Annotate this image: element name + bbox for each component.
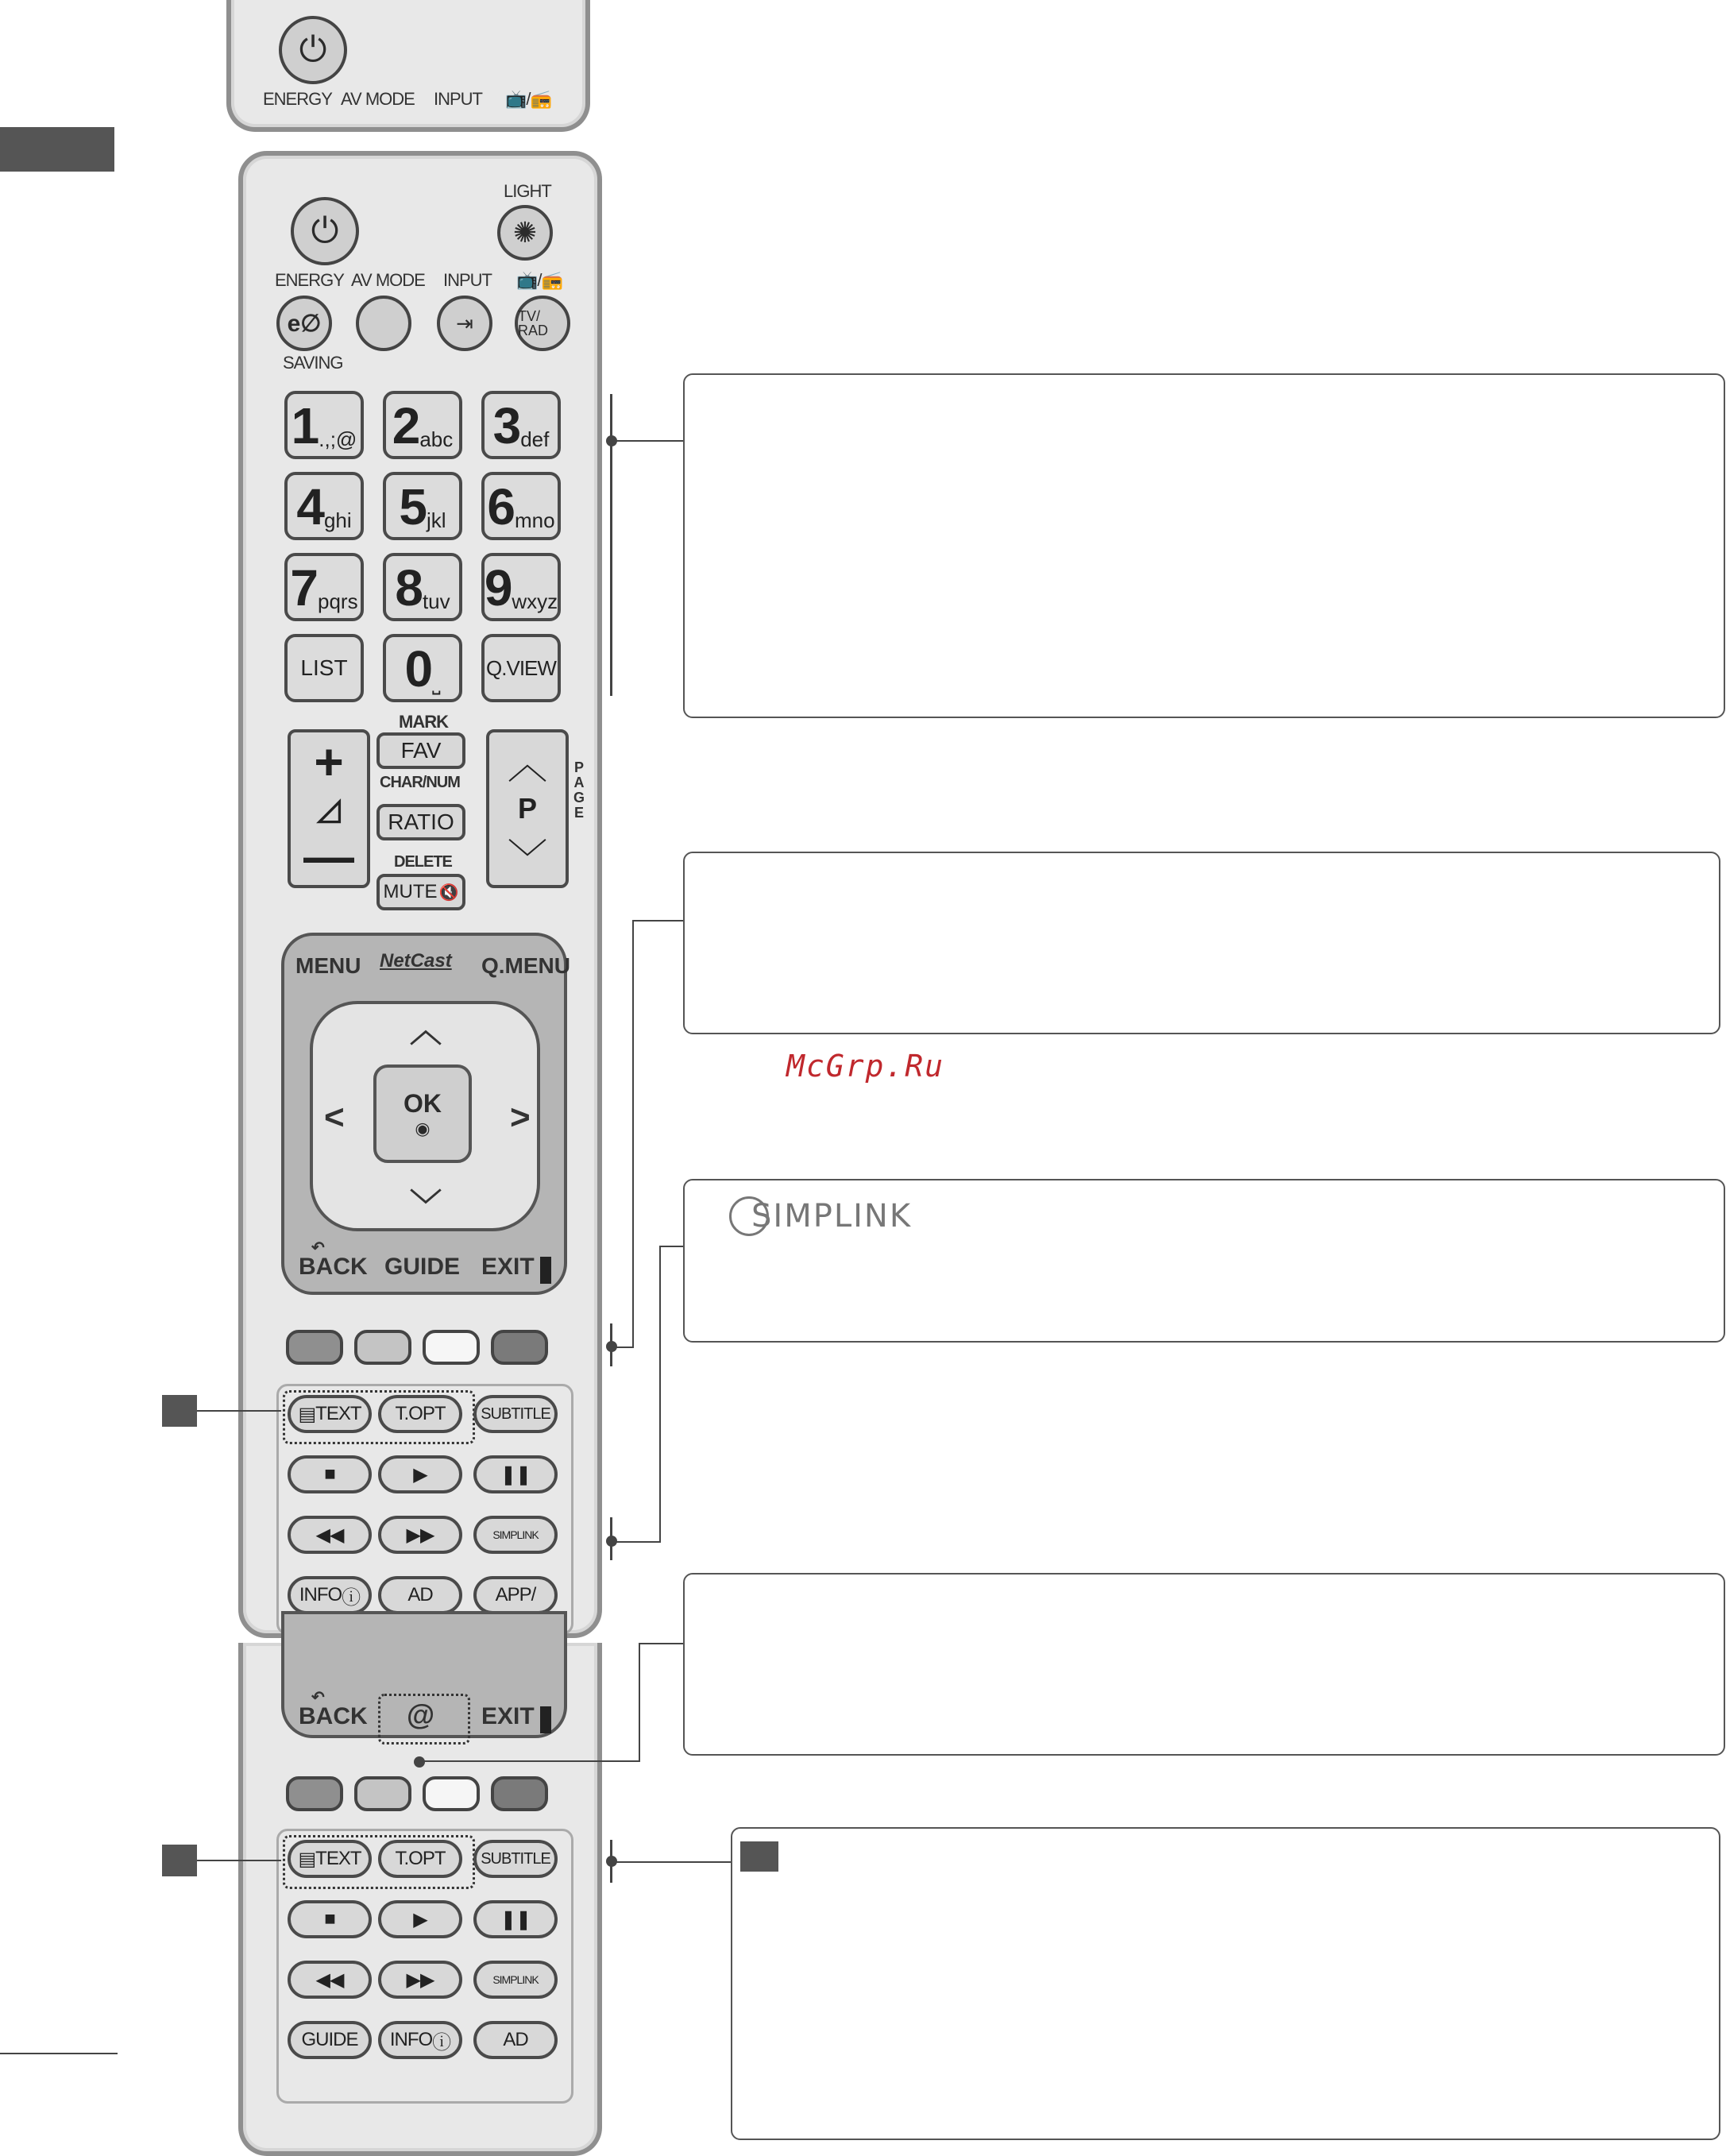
- lower-subtitle-button[interactable]: SUBTITLE: [473, 1840, 558, 1878]
- tv-radio-icon-upper: 📺/📻: [505, 89, 551, 109]
- dpad-left-icon[interactable]: <: [324, 1098, 345, 1137]
- green-key[interactable]: [354, 1330, 411, 1365]
- back-button[interactable]: BACK: [299, 1254, 368, 1280]
- callout-box-4: [683, 1573, 1725, 1756]
- lower-pause-button[interactable]: ❚❚: [473, 1900, 558, 1938]
- channel-rocker[interactable]: ︿ P ﹀: [486, 729, 569, 888]
- number-key-8[interactable]: 8 tuv: [383, 553, 462, 621]
- av-mode-label-upper: AV MODE: [341, 89, 415, 109]
- callout-5-marker: [740, 1841, 778, 1872]
- ok-dot-icon: ◉: [415, 1118, 431, 1138]
- watermark: McGrp.Ru: [786, 1049, 945, 1084]
- netcast-button[interactable]: NetCast: [380, 950, 452, 972]
- mark-label: MARK: [399, 712, 448, 732]
- back-icon: ↶: [311, 1239, 325, 1257]
- av-mode-label: AV MODE: [351, 270, 425, 290]
- delete-label: DELETE: [394, 853, 452, 871]
- volume-level-icon: ◿: [317, 793, 341, 826]
- lower-back-button[interactable]: BACK: [299, 1703, 368, 1729]
- lower-t-opt-button[interactable]: T.OPT: [378, 1840, 462, 1878]
- info-button[interactable]: INFO ⓘ: [288, 1576, 372, 1614]
- at-button[interactable]: @: [407, 1698, 435, 1731]
- lower-fast-forward-button[interactable]: ▶▶: [378, 1961, 462, 1999]
- number-key-5[interactable]: 5 jkl: [383, 472, 462, 540]
- energy-label: ENERGY: [275, 270, 344, 290]
- channel-down-icon: ﹀: [508, 837, 547, 881]
- lower-red-key[interactable]: [286, 1776, 343, 1811]
- light-button[interactable]: ✺: [497, 205, 553, 261]
- lower-text-button[interactable]: ▤ TEXT: [288, 1840, 372, 1878]
- app-button[interactable]: APP/: [473, 1576, 558, 1614]
- volume-rocker[interactable]: [288, 729, 370, 888]
- energy-label-upper: ENERGY: [263, 89, 332, 109]
- leader-vertical-4: [639, 1643, 640, 1762]
- leader-horizontal-4b: [419, 1760, 640, 1762]
- number-key-2[interactable]: 2 abc: [383, 391, 462, 459]
- text-button[interactable]: ▤ TEXT: [288, 1395, 372, 1433]
- lower-blue-key[interactable]: [491, 1776, 548, 1811]
- leader-tick-5: [610, 1840, 612, 1883]
- lower-simplink-button[interactable]: SIMPLINK: [473, 1961, 558, 1999]
- t-opt-button[interactable]: T.OPT: [378, 1395, 462, 1433]
- leader-horizontal-3a: [659, 1246, 683, 1247]
- energy-saving-button[interactable]: e∅: [276, 296, 332, 351]
- menu-button[interactable]: MENU: [295, 953, 361, 978]
- lower-rewind-button[interactable]: ◀◀: [288, 1961, 372, 1999]
- blue-key[interactable]: [491, 1330, 548, 1365]
- fast-forward-button[interactable]: ▶▶: [378, 1516, 462, 1554]
- leader-vertical-2: [632, 920, 634, 1347]
- power-button[interactable]: ⏻: [291, 197, 359, 265]
- mute-icon: 🔇: [438, 883, 459, 902]
- number-key-1[interactable]: 1 .,;@: [284, 391, 364, 459]
- number-key-6[interactable]: 6 mno: [481, 472, 561, 540]
- list-button[interactable]: LIST: [284, 634, 364, 702]
- lower-back-icon: ↶: [311, 1689, 325, 1706]
- info-icon: ⓘ: [342, 1586, 361, 1609]
- leader-tick-3: [610, 1517, 612, 1560]
- char-num-label: CHAR/NUM: [380, 774, 460, 791]
- lower-stop-button[interactable]: ■: [288, 1900, 372, 1938]
- lower-teletext-icon: ▤: [298, 1848, 316, 1870]
- dpad-down-icon[interactable]: ﹀: [410, 1188, 442, 1223]
- callout-box-simplink: [683, 1179, 1725, 1343]
- leader-horizontal-4a: [639, 1643, 683, 1644]
- leader-text-top: [197, 1410, 281, 1412]
- input-button[interactable]: ⇥: [437, 296, 492, 351]
- page-label: PAGE: [571, 759, 587, 820]
- stop-button[interactable]: ■: [288, 1455, 372, 1493]
- leader-horizontal-2b: [612, 1347, 634, 1348]
- leader-vertical-3: [659, 1246, 661, 1541]
- exit-door-icon: [540, 1257, 551, 1284]
- guide-button[interactable]: GUIDE: [384, 1254, 461, 1280]
- callout-box-number-keys: [683, 373, 1725, 718]
- channel-up-icon: ︿: [508, 743, 547, 787]
- volume-up-icon: +: [314, 733, 344, 790]
- tv-rad-button[interactable]: TV/ RAD: [515, 296, 570, 351]
- lower-info-icon: ⓘ: [432, 2031, 451, 2054]
- lower-guide-button[interactable]: GUIDE: [288, 2021, 372, 2059]
- lower-info-button[interactable]: INFO ⓘ: [378, 2021, 462, 2059]
- leader-tick-2: [610, 1323, 612, 1366]
- lower-ad-button[interactable]: AD: [473, 2021, 558, 2059]
- number-key-0[interactable]: 0 ⎵: [383, 634, 462, 702]
- number-key-9[interactable]: 9 wxyz: [481, 553, 561, 621]
- tv-radio-icon: 📺/📻: [516, 270, 562, 290]
- leader-horizontal-2a: [632, 920, 683, 922]
- input-label: INPUT: [443, 270, 492, 290]
- callout-box-5: [731, 1827, 1720, 2140]
- leader-horizontal-5: [612, 1861, 731, 1863]
- subtitle-button[interactable]: SUBTITLE: [473, 1395, 558, 1433]
- marker-square-text-top: [162, 1395, 197, 1427]
- av-mode-button[interactable]: [356, 296, 411, 351]
- saving-label: SAVING: [283, 353, 343, 373]
- footer-rule: [0, 2053, 118, 2054]
- lower-green-key[interactable]: [354, 1776, 411, 1811]
- leader-horizontal-3b: [612, 1541, 661, 1543]
- volume-down-icon: —: [303, 828, 354, 885]
- simplink-logo: SIMPLINK: [729, 1196, 912, 1236]
- marker-square-text-bottom: [162, 1845, 197, 1876]
- light-label: LIGHT: [504, 181, 551, 201]
- dpad-up-icon[interactable]: ︿: [410, 1014, 442, 1049]
- fav-button[interactable]: FAV: [376, 732, 465, 769]
- leader-dot-4: [414, 1756, 425, 1768]
- ad-button[interactable]: AD: [378, 1576, 462, 1614]
- number-key-7[interactable]: 7 pqrs: [284, 553, 364, 621]
- lower-play-button[interactable]: ▶: [378, 1900, 462, 1938]
- input-label-upper: INPUT: [434, 89, 482, 109]
- dpad-right-icon[interactable]: >: [510, 1098, 531, 1137]
- red-key[interactable]: [286, 1330, 343, 1365]
- pause-button[interactable]: ❚❚: [473, 1455, 558, 1493]
- exit-button[interactable]: EXIT: [481, 1254, 535, 1280]
- power-button-upper[interactable]: ⏻: [279, 16, 347, 84]
- q-view-button[interactable]: Q.VIEW: [481, 634, 561, 702]
- remote-upper-partial: [226, 0, 590, 132]
- rewind-button[interactable]: ◀◀: [288, 1516, 372, 1554]
- play-button[interactable]: ▶: [378, 1455, 462, 1493]
- remote-main: [238, 151, 602, 1638]
- ratio-button[interactable]: RATIO: [376, 804, 465, 840]
- section-tab-marker: [0, 127, 114, 172]
- mute-button[interactable]: MUTE 🔇: [376, 874, 465, 910]
- ok-button[interactable]: OK ◉: [373, 1064, 472, 1163]
- lower-exit-door-icon: [540, 1706, 551, 1733]
- simplink-button[interactable]: SIMPLINK: [473, 1516, 558, 1554]
- lower-yellow-key[interactable]: [423, 1776, 480, 1811]
- leader-line-1: [612, 440, 683, 442]
- remote-lower-partial: [238, 1643, 602, 2156]
- lower-exit-button[interactable]: EXIT: [481, 1703, 535, 1729]
- number-key-4[interactable]: 4 ghi: [284, 472, 364, 540]
- q-menu-button[interactable]: Q.MENU: [481, 953, 570, 978]
- teletext-icon: ▤: [298, 1403, 316, 1425]
- leader-text-bottom: [197, 1860, 281, 1861]
- callout-box-2: [683, 852, 1720, 1034]
- yellow-key[interactable]: [423, 1330, 480, 1365]
- number-key-3[interactable]: 3 def: [481, 391, 561, 459]
